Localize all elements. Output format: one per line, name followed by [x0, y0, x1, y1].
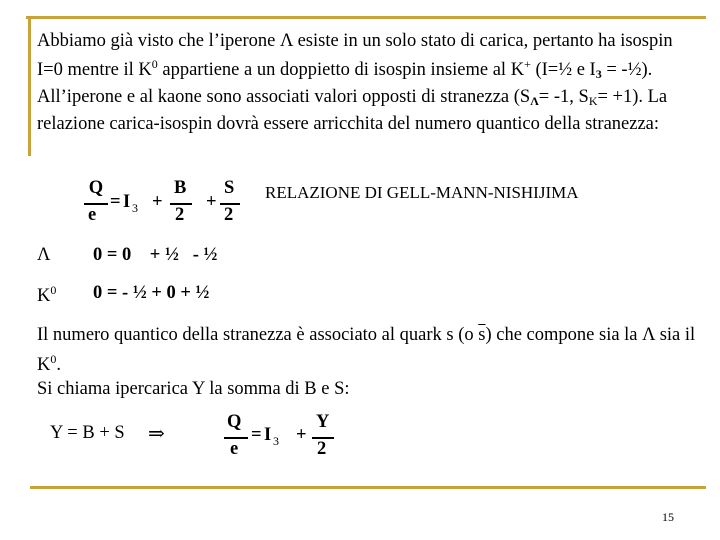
left-rule: [28, 16, 31, 156]
intro-text-7: = +1). La relazione carica-isospin dovrà essere arricchita del numero quantico della stranezza:: [37, 87, 668, 134]
row-lambda-symbol: Λ: [37, 245, 51, 265]
strangeness-text-3: sia il K: [37, 325, 696, 375]
formula1-b: B: [174, 178, 187, 198]
formula1-i-subscript: 3: [132, 201, 138, 215]
formula1-two-2: 2: [224, 205, 234, 225]
strangeness-text-2: ) che compone sia la: [485, 325, 643, 345]
formula2-e: e: [230, 439, 239, 459]
intro-text-2: esiste in un solo stato di carica, pertanto ha isospin I=0 mentre il K: [37, 31, 673, 80]
row-k0-letter: K: [37, 286, 51, 306]
bottom-rule: [30, 486, 706, 489]
top-rule: [26, 16, 706, 19]
intro-text-4: (I=½ e I: [530, 60, 596, 80]
lambda-symbol: Λ: [280, 31, 293, 51]
antiquark-s-bar: $\overline{s}$: [478, 325, 486, 345]
row-k0-equation: 0 = - ½ + 0 + ½: [93, 283, 210, 303]
formula2-plus: +: [296, 425, 307, 445]
s-k-subscript: K: [588, 94, 598, 108]
formula1-equals: =: [110, 192, 121, 212]
hypercharge-sentence: Si chiama ipercarica Y la somma di B e S:: [37, 379, 350, 399]
k0-superscript: 0: [151, 57, 158, 71]
intro-text-5: = -½). All’iperone e al kaone sono associati valori opposti di stranezza (S: [37, 60, 653, 107]
formula1-s: S: [224, 178, 235, 198]
hypercharge-definition: Y = B + S: [50, 423, 125, 443]
relation-label: RELAZIONE DI GELL-MANN-NISHIJIMA: [265, 183, 579, 202]
strangeness-paragraph: [37, 323, 697, 377]
formula1-plus-1: +: [152, 192, 163, 212]
implies-icon: ⇒: [148, 423, 165, 445]
row-lambda-equation: 0 = 0 + ½ - ½: [93, 245, 218, 265]
formula2-y: Y: [316, 412, 330, 432]
formula1-plus-2: +: [206, 192, 217, 212]
intro-text-3: appartiene a un doppietto di isospin insieme al K: [157, 60, 525, 80]
formula2-i: I: [264, 425, 272, 445]
formula2-two: 2: [317, 439, 327, 459]
intro-text-1: Abbiamo già visto che l’iperone: [37, 31, 281, 51]
intro-text-6: = -1, S: [538, 87, 589, 107]
strangeness-text-4: .: [56, 355, 61, 375]
formula1-i: I: [123, 192, 131, 212]
formula2-equals: =: [251, 425, 262, 445]
kplus-superscript: +: [524, 57, 531, 71]
formula1-q: Q: [88, 178, 104, 198]
strangeness-text-1: Il numero quantico della stranezza è associato al quark s (o: [37, 325, 479, 345]
row-k0-superscript: 0: [50, 283, 57, 297]
formula1-e: e: [88, 205, 97, 225]
formula1-two-1: 2: [175, 205, 185, 225]
strangeness-k0-superscript: 0: [50, 352, 57, 366]
formula2-q: Q: [227, 412, 242, 432]
s-lambda-subscript: Λ: [530, 94, 539, 108]
page-number: 15: [662, 510, 674, 524]
i3-subscript: 3: [595, 67, 602, 81]
row-k0-symbol: [37, 283, 56, 307]
strangeness-lambda: Λ: [642, 325, 656, 345]
intro-paragraph: [37, 30, 697, 136]
formula2-i-subscript: 3: [273, 434, 279, 448]
